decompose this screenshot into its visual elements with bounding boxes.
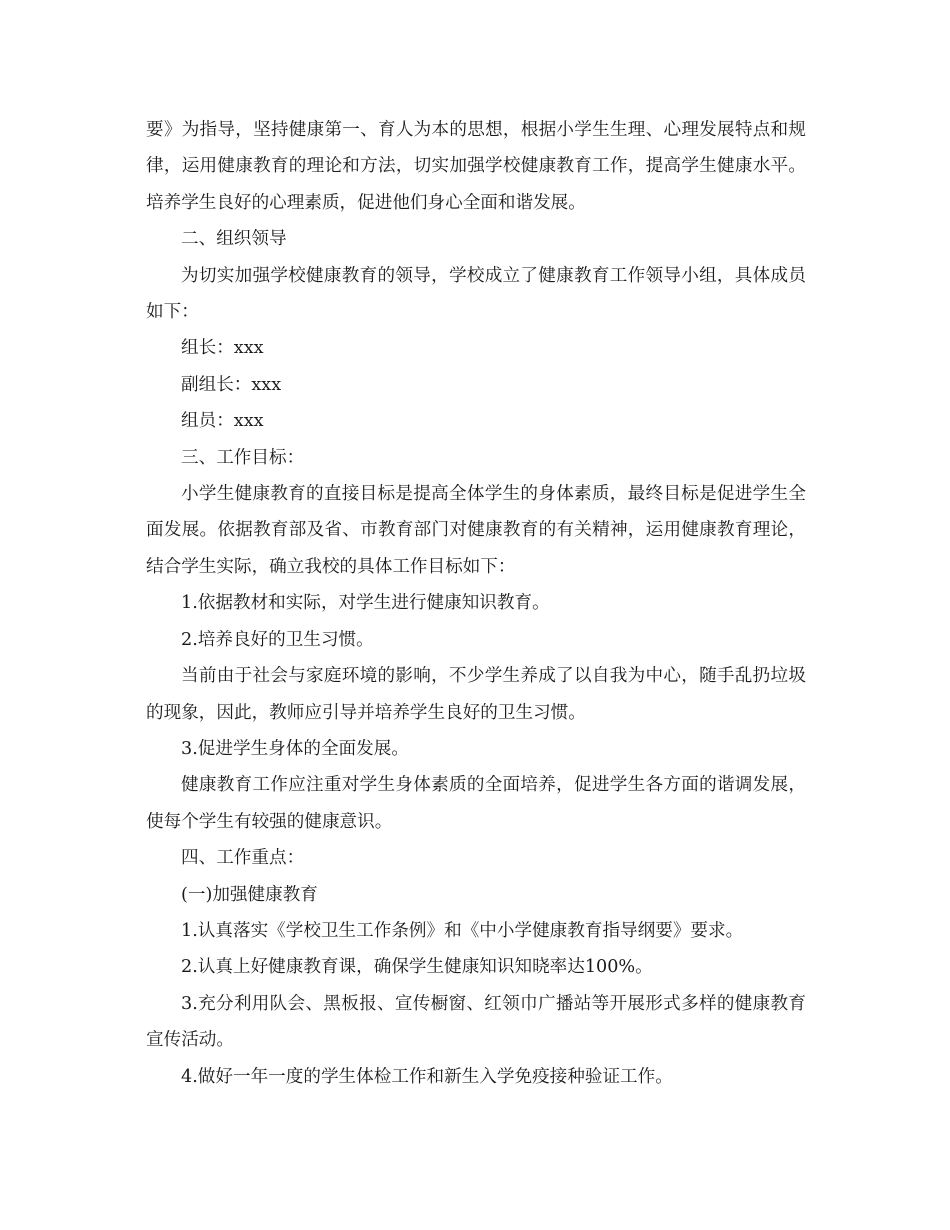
- goal-item-3: 3.促进学生身体的全面发展。: [181, 738, 409, 759]
- focus-item-4: 4.做好一年一度的学生体检工作和新生入学免疫接种验证工作。: [181, 1066, 673, 1087]
- leader-line: 组长：xxx: [181, 338, 264, 359]
- paragraph-physical: 健康教育工作应注重对学生身体素质的全面培养，促进学生各方面的谐调发展，使每个学生有较强的健康意识。: [146, 775, 806, 832]
- section-heading-organization: 二、组织领导: [181, 229, 287, 250]
- paragraph-hygiene: 当前由于社会与家庭环境的影响，不少学生养成了以自我为中心，随手乱扔垃圾的现象，因此，教师应引导并培养学生良好的卫生习惯。: [146, 666, 806, 723]
- member-line: 组员：xxx: [181, 411, 264, 432]
- focus-item-3: 3.充分利用队会、黑板报、宣传橱窗、红领巾广播站等开展形式多样的健康教育宣传活动。: [146, 993, 806, 1051]
- goal-item-2: 2.培养良好的卫生习惯。: [181, 629, 374, 650]
- goal-item-1: 1.依据教材和实际，对学生进行健康知识教育。: [181, 593, 550, 614]
- paragraph-intro-continued: 要》为指导，坚持健康第一、育人为本的思想，根据小学生生理、心理发展特点和规律，运用健康教育的理论和方法，切实加强学校健康教育工作，提高学生健康水平。培养学生良好的心理素质，促进他们身心全面和谐发展。: [146, 120, 806, 213]
- subsection-heading-health-education: (一)加强健康教育: [181, 884, 318, 905]
- focus-item-1: 1.认真落实《学校卫生工作条例》和《中小学健康教育指导纲要》要求。: [181, 920, 744, 941]
- section-heading-goals: 三、工作目标：: [181, 447, 305, 468]
- focus-item-2: 2.认真上好健康教育课，确保学生健康知识知晓率达100%。: [181, 957, 653, 978]
- deputy-leader-line: 副组长：xxx: [181, 374, 282, 395]
- document-body: [146, 112, 806, 1095]
- paragraph-organization: 为切实加强学校健康教育的领导，学校成立了健康教育工作领导小组，具体成员如下：: [146, 265, 806, 323]
- paragraph-goals: 小学生健康教育的直接目标是提高全体学生的身体素质，最终目标是促进学生全面发展。依据教育部及省、市教育部门对健康教育的有关精神，运用健康教育理论，结合学生实际，确立我校的具体工作目标如下：: [146, 484, 806, 577]
- section-heading-focus: 四、工作重点：: [181, 848, 305, 869]
